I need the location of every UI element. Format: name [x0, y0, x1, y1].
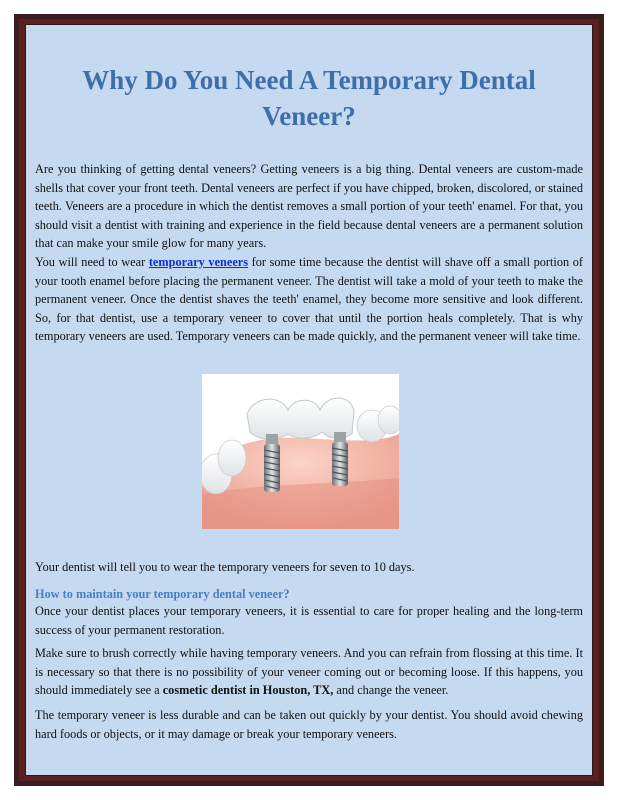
- dental-implant-bridge-icon: [202, 374, 399, 529]
- paragraph-text: You will need to wear: [35, 255, 149, 269]
- cosmetic-dentist-mention: cosmetic dentist in Houston, TX,: [162, 683, 334, 697]
- paragraph-text: for some time because the dentist will shave off a small portion of your tooth enamel before placing the permanent veneer. The dentist will take a mold of your teeth to make the permanent veneer. Once the dentist shaves the teeth' enamel, they become more sensitive and look different. So, for that dentist, use a temporary veneer to cover that until the portion heals completely. That is why temporary veneers are used. Temporary veneers can be made quickly, and the permanent veneer will take time.: [35, 255, 583, 343]
- section-heading-maintain: How to maintain your temporary dental veneer?: [35, 587, 290, 601]
- temporary-veneers-link[interactable]: temporary veneers: [148, 255, 249, 269]
- paragraph-intro: Are you thinking of getting dental veneers? Getting veneers is a big thing. Dental veneers are custom-made shells that cover your front teeth. Dental veneers are perfect if you have chipped, broken, discolored, or stained teeth. Veneers are a procedure in which the dentist removes a small portion of your teeth' enamel. For that, you should visit a dentist with training and experience in the field because dental veneers are a permanent solution that can make your smile glow for many years.: [35, 162, 583, 250]
- paragraph-durability: The temporary veneer is less durable and can be taken out quickly by your dentist. You should avoid chewing hard foods or objects, or it may damage or break your temporary veneers.: [35, 708, 583, 741]
- paragraph-text: Make sure to brush correctly while having temporary veneers. And you can refrain from flossing at this time. It is necessary so that there is no possibility of your veneer coming out or becoming loose. If this happens, you should immediately see a: [35, 646, 583, 697]
- paragraph-temporary-veneers: [35, 253, 583, 346]
- paragraph-duration: Your dentist will tell you to wear the temporary veneers for seven to 10 days.: [35, 560, 415, 574]
- paragraph-brushing: [35, 644, 583, 700]
- dental-implant-image: [202, 374, 399, 529]
- paragraph-care: Once your dentist places your temporary veneers, it is essential to care for proper healing and the long-term success of your permanent restoration.: [35, 604, 583, 637]
- page-title: Why Do You Need A Temporary Dental Veneer?: [82, 65, 536, 131]
- paragraph-text: and change the veneer.: [333, 683, 449, 697]
